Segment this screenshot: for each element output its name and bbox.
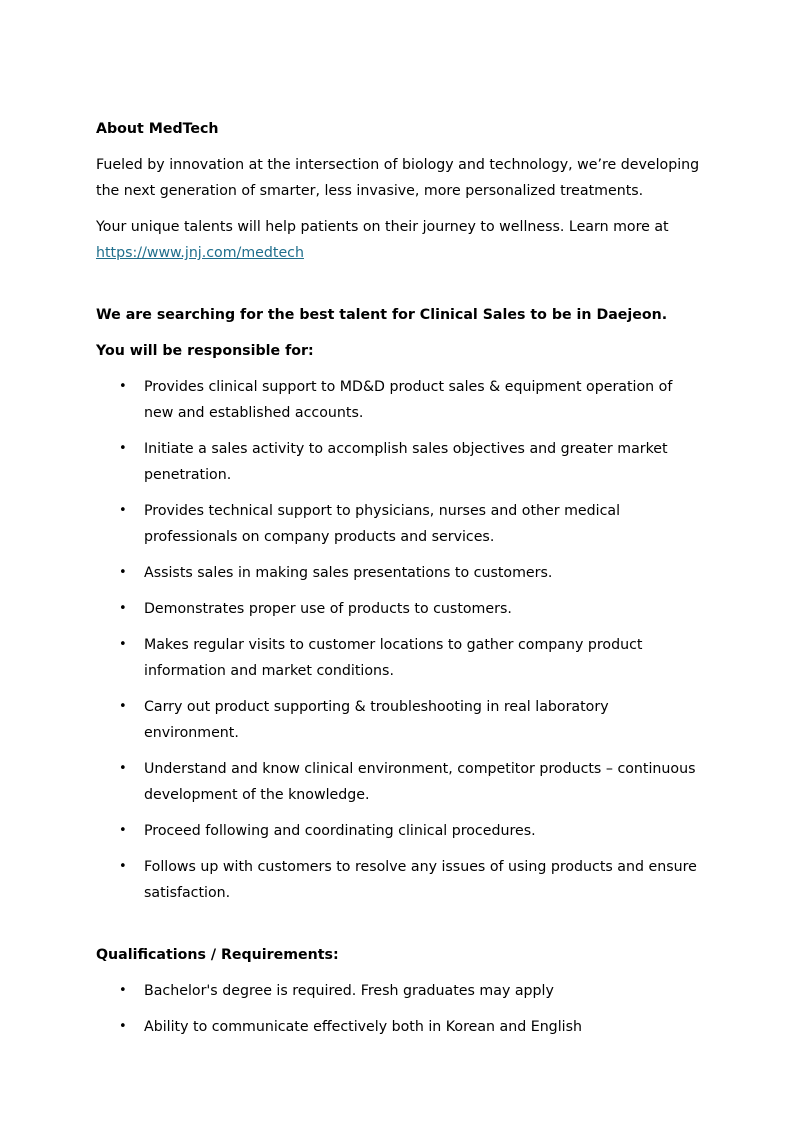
list-item-text: Proceed following and coordinating clinical procedures. bbox=[144, 823, 536, 839]
qualifications-list bbox=[96, 978, 700, 1040]
list-item-text: Assists sales in making sales presentations to customers. bbox=[144, 565, 553, 581]
bullet-icon: • bbox=[119, 379, 127, 394]
list-item bbox=[96, 694, 700, 746]
list-item bbox=[96, 632, 700, 684]
learn-more-text: Your unique talents will help patients on their journey to wellness. Learn more at bbox=[96, 219, 669, 235]
bullet-icon: • bbox=[119, 859, 127, 874]
responsibilities-list bbox=[96, 374, 700, 906]
bullet-icon: • bbox=[119, 637, 127, 652]
responsibilities-heading: You will be responsible for: bbox=[96, 343, 314, 359]
list-item-text: Bachelor's degree is required. Fresh graduates may apply bbox=[144, 983, 554, 999]
bullet-icon: • bbox=[119, 601, 127, 616]
list-item bbox=[96, 596, 700, 622]
list-item bbox=[96, 374, 700, 426]
list-item bbox=[96, 756, 700, 808]
bullet-icon: • bbox=[119, 823, 127, 838]
list-item-text: Initiate a sales activity to accomplish sales objectives and greater market penetration. bbox=[144, 441, 668, 483]
list-item-text: Makes regular visits to customer locations to gather company product information and market conditions. bbox=[144, 637, 643, 679]
qualifications-heading: Qualifications / Requirements: bbox=[96, 947, 339, 963]
list-item bbox=[96, 978, 700, 1004]
list-item bbox=[96, 498, 700, 550]
list-item-text: Understand and know clinical environment, competitor products – continuous development of the knowledge. bbox=[144, 761, 696, 803]
learn-more-paragraph bbox=[96, 214, 700, 266]
list-item-text: Provides clinical support to MD&D product sales & equipment operation of new and established accounts. bbox=[144, 379, 673, 421]
searching-heading: We are searching for the best talent for Clinical Sales to be in Daejeon. bbox=[96, 307, 668, 323]
list-item-text: Carry out product supporting & troubleshooting in real laboratory environment. bbox=[144, 699, 609, 741]
document-page bbox=[96, 116, 700, 1050]
about-paragraph: Fueled by innovation at the intersection of biology and technology, we’re developing the next generation of smarter, less invasive, more personalized treatments. bbox=[96, 157, 700, 199]
list-item-text: Demonstrates proper use of products to customers. bbox=[144, 601, 512, 617]
list-item bbox=[96, 560, 700, 586]
list-item-text: Ability to communicate effectively both in Korean and English bbox=[144, 1019, 582, 1035]
list-item bbox=[96, 818, 700, 844]
list-item bbox=[96, 1014, 700, 1040]
medtech-link[interactable]: https://www.jnj.com/medtech bbox=[96, 245, 304, 261]
bullet-icon: • bbox=[119, 441, 127, 456]
list-item-text: Provides technical support to physicians, nurses and other medical professionals on company products and services. bbox=[144, 503, 621, 545]
bullet-icon: • bbox=[119, 761, 127, 776]
bullet-icon: • bbox=[119, 983, 127, 998]
list-item-text: Follows up with customers to resolve any issues of using products and ensure satisfaction. bbox=[144, 859, 697, 901]
bullet-icon: • bbox=[119, 699, 127, 714]
list-item bbox=[96, 436, 700, 488]
bullet-icon: • bbox=[119, 565, 127, 580]
about-heading: About MedTech bbox=[96, 121, 219, 137]
bullet-icon: • bbox=[119, 1019, 127, 1034]
list-item bbox=[96, 854, 700, 906]
bullet-icon: • bbox=[119, 503, 127, 518]
